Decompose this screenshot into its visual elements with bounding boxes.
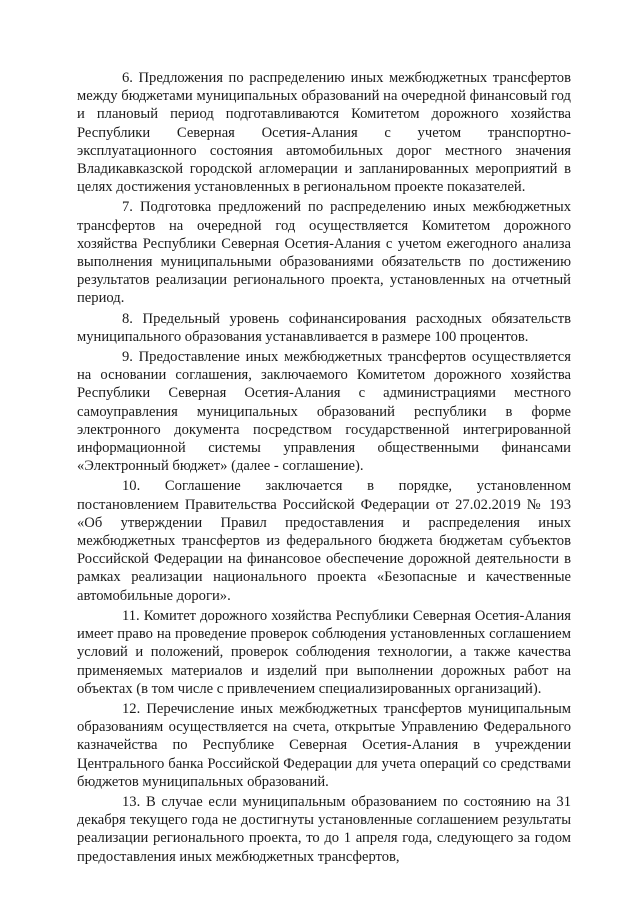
paragraph-8: 8. Предельный уровень софинансирования расходных обязательств муниципального образования устанавливается в размере 100 процентов. (77, 310, 571, 345)
paragraph-7: 7. Подготовка предложений по распределению иных межбюджетных трансфертов на очередной год осуществляется Комитетом дорожного хозяйства Республики Северная Осетия-Алания с учетом ежегодного анализа выполнения муниципальными образованиями обязательств по достижению результатов реализации регионального проекта, установленных на отчетный период. (77, 199, 571, 307)
paragraph-12: 12. Перечисление иных межбюджетных трансфертов муниципальным образованиям осуществляется на счета, открытые Управлению Федерального казначейства по Республике Северная Осетия-Алания в учреждении Центрального банка Российской Федерации для учета операций со средствами бюджетов муниципальных образований. (77, 700, 571, 790)
document-page (77, 69, 571, 866)
paragraph-13: 13. В случае если муниципальным образованием по состоянию на 31 декабря текущего года не достигнуты установленные соглашением результаты реализации регионального проекта, то до 1 апреля года, следующего за годом предоставления иных межбюджетных трансфертов, (77, 793, 571, 865)
paragraph-11: 11. Комитет дорожного хозяйства Республики Северная Осетия-Алания имеет право на проведение проверок соблюдения установленных соглашением условий и положений, проверок соблюдения технологии, а также качества применяемых материалов и изделий при выполнении дорожных работ на объектах (в том числе с привлечением специализированных организаций). (77, 607, 571, 697)
paragraph-9: 9. Предоставление иных межбюджетных трансфертов осуществляется на основании соглашения, заключаемого Комитетом дорожного хозяйства Республики Северная Осетия-Алания с администрациями местного самоуправления муниципальных образований республики в форме электронного документа посредством государственной интегрированной информационной системы управления общественными финансами «Электронный бюджет» (далее - соглашение). (77, 349, 571, 475)
paragraph-6: 6. Предложения по распределению иных межбюджетных трансфертов между бюджетами муниципальных образований на очередной финансовый год и плановый период подготавливаются Комитетом дорожного хозяйства Республики Северная Осетия-Алания с учетом транспортно-эксплуатационного состояния автомобильных дорог местного значения Владикавказской городской агломерации и запланированных мероприятий в целях достижения установленных в региональном проекте показателей. (77, 70, 571, 196)
paragraph-10: 10. Соглашение заключается в порядке, установленном постановлением Правительства Российской Федерации от 27.02.2019 № 193 «Об утверждении Правил предоставления и распределения иных межбюджетных трансфертов из федерального бюджета бюджетам субъектов Российской Федерации на финансовое обеспечение дорожной деятельности в рамках реализации национального проекта «Безопасные и качественные автомобильные дороги». (77, 478, 571, 604)
